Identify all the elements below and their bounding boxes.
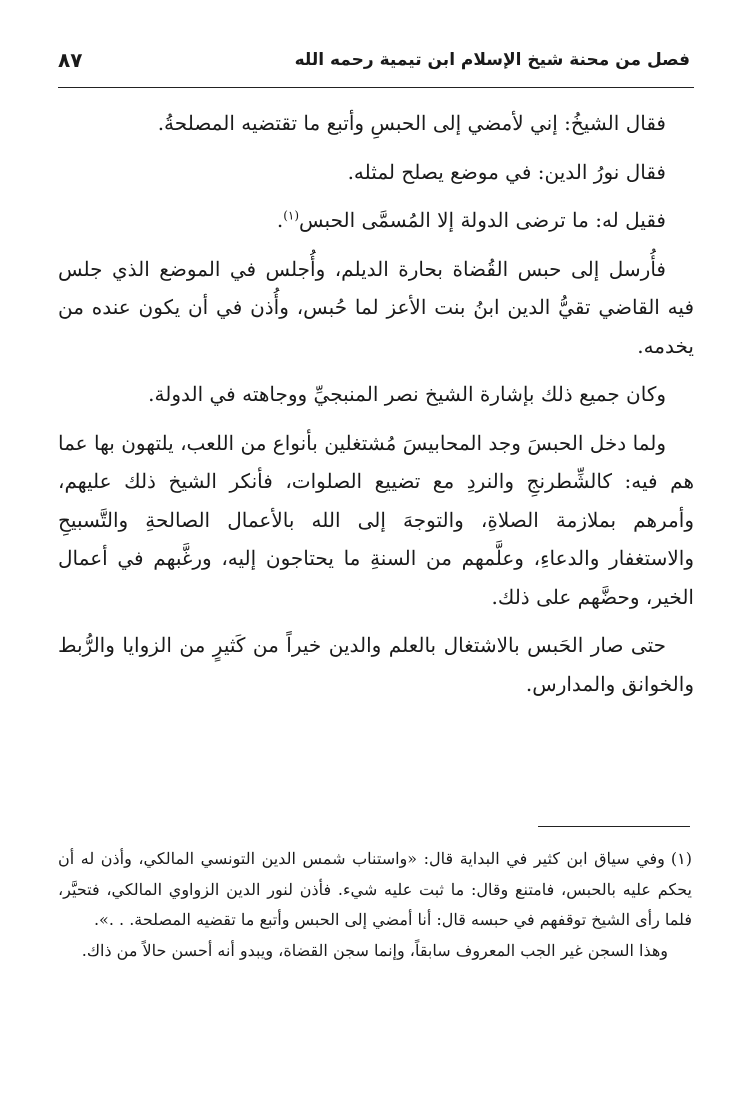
paragraph-5: وكان جميع ذلك بإشارة الشيخ نصر المنبجيِّ ووجاهته في الدولة. — [148, 382, 666, 406]
paragraph-7: حتى صار الحَبس بالاشتغال بالعلم والدين خيراً من كَثيرٍ من الزوايا والرُّبط والخوانق والمدارس. — [58, 633, 694, 696]
running-title: فصل من محنة شيخ الإسلام ابن تيمية رحمه الله — [294, 50, 690, 70]
footnote-marker: (١) — [670, 849, 692, 868]
header-rule — [58, 87, 694, 88]
page-number: ٨٧ — [58, 48, 83, 72]
paragraph-3-tail: . — [276, 208, 284, 232]
footnote-reference[interactable]: (١) — [283, 208, 300, 223]
paragraph-1: فقال الشيخُ: إني لأمضي إلى الحبسِ وأتبع ما تقتضيه المصلحةُ. — [157, 111, 666, 135]
footnote-1 — [58, 844, 692, 936]
paragraph-4: فأُرسل إلى حبس القُضاة بحارة الديلم، وأُجلس في الموضع الذي جلس فيه القاضي تقيُّ الدين ابنُ بنت الأعز لما حُبس، وأُذن في أن يكون عنده من يخدمه. — [58, 256, 694, 358]
footnote-rule — [538, 826, 690, 827]
paragraph-3 — [58, 201, 694, 240]
footnote-1-continued: وهذا السجن غير الجب المعروف سابقاً، وإنما سجن القضاة، ويبدو أنه أحسن حالاً من ذاك. — [81, 940, 668, 960]
paragraph-3-text: فقيل له: ما ترضى الدولة إلا المُسمَّى الحبس — [299, 208, 666, 232]
main-text — [58, 104, 694, 713]
paragraph-6: ولما دخل الحبسَ وجد المحابيسَ مُشتغلين بأنواع من اللعب، يلتهون بها عما هم فيه: كالشِّطرنجِ والنردِ مع تضييع الصلوات، فأنكر الشيخ ذلك عليهم، وأمرهم بملازمة الصلاةِ، والتوجهَ إلى الله بالأعمال الصالحةِ والتَّسبيحِ والاستغفار والدعاءِ، وعلَّمهم من السنةِ ما يحتاجون إليه، ورغَّبهم في أعمال الخير، وحضَّهم على ذلك. — [58, 430, 694, 609]
footnote-1-text: وفي سياق ابن كثير في البداية قال: «واستناب شمس الدين التونسي المالكي، وأذن له أن يحكم عليه بالحبس، فامتنع وقال: ما ثبت عليه شيء. فأذن لنور الدين الزواوي المالكي، فتحيَّر، فلما رأى الشيخ توقفهم في حبسه قال: أنا أمضي إلى الحبس وأتبع ما تقضيه المصلحة. . .». — [58, 849, 692, 929]
running-header — [58, 38, 690, 78]
footnotes — [58, 844, 692, 966]
paragraph-2: فقال نورُ الدين: في موضع يصلح لمثله. — [347, 159, 666, 184]
